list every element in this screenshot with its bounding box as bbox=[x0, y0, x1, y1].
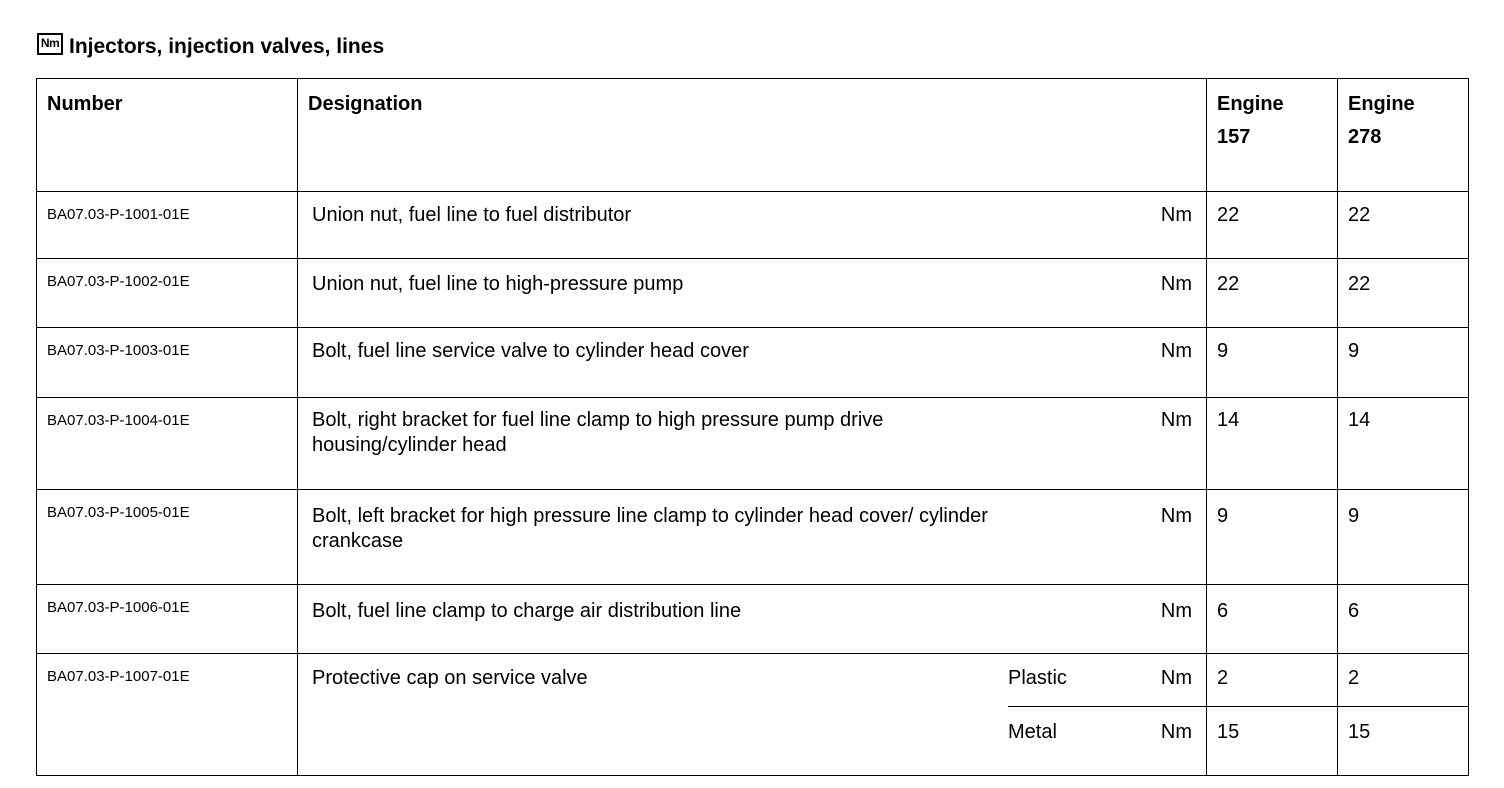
row-number: BA07.03-P-1001-01E bbox=[37, 192, 298, 259]
variant-value-278-plastic: 2 bbox=[1348, 667, 1360, 689]
row-designation-cell bbox=[298, 398, 1207, 490]
header-engine-157-number: 157 bbox=[1217, 126, 1251, 148]
row-value-278: 9 bbox=[1338, 328, 1469, 398]
row-designation: Bolt, fuel line service valve to cylinder head cover bbox=[312, 340, 749, 362]
row-unit: Nm bbox=[1160, 409, 1192, 431]
row-value-278: 22 bbox=[1338, 192, 1469, 259]
header-engine-157-label: Engine bbox=[1217, 93, 1284, 115]
row-designation-cell bbox=[298, 328, 1207, 398]
row-designation: Union nut, fuel line to fuel distributor bbox=[312, 204, 632, 226]
variant-value-157-plastic: 2 bbox=[1217, 667, 1229, 689]
header-engine-278 bbox=[1338, 79, 1469, 192]
row-designation-cell bbox=[298, 654, 1207, 776]
torque-nm-icon: Nm bbox=[37, 33, 63, 55]
table-row bbox=[37, 490, 1469, 585]
table-row bbox=[37, 398, 1469, 490]
row-value-157: 6 bbox=[1207, 585, 1338, 654]
table-row bbox=[37, 654, 1469, 776]
row-designation-cell bbox=[298, 585, 1207, 654]
row-number: BA07.03-P-1003-01E bbox=[37, 328, 298, 398]
table-row bbox=[37, 192, 1469, 259]
header-designation: Designation bbox=[298, 79, 1207, 192]
variant-divider bbox=[1008, 706, 1206, 707]
row-unit: Nm bbox=[1160, 505, 1192, 527]
row-number: BA07.03-P-1002-01E bbox=[37, 259, 298, 328]
row-designation-cell bbox=[298, 259, 1207, 328]
section-title-text: Injectors, injection valves, lines bbox=[69, 35, 385, 58]
variant-unit: Nm bbox=[1160, 667, 1192, 689]
row-designation: Bolt, right bracket for fuel line clamp to high pressure pump drive housing/cylinder head bbox=[312, 409, 884, 456]
variant-material: Metal bbox=[1008, 721, 1057, 743]
header-number: Number bbox=[37, 79, 298, 192]
row-value-157-cell bbox=[1207, 654, 1338, 776]
header-engine-278-number: 278 bbox=[1348, 126, 1382, 148]
row-number: BA07.03-P-1005-01E bbox=[37, 490, 298, 585]
row-designation: Bolt, left bracket for high pressure line clamp to cylinder head cover/ cylinder crankcase bbox=[312, 505, 988, 552]
row-unit: Nm bbox=[1160, 204, 1192, 226]
row-value-278: 9 bbox=[1338, 490, 1469, 585]
row-number: BA07.03-P-1006-01E bbox=[37, 585, 298, 654]
row-designation: Bolt, fuel line clamp to charge air distribution line bbox=[312, 600, 742, 622]
row-designation-cell bbox=[298, 490, 1207, 585]
row-value-278: 22 bbox=[1338, 259, 1469, 328]
row-value-157: 14 bbox=[1207, 398, 1338, 490]
variant-divider bbox=[1338, 706, 1468, 707]
row-value-278: 14 bbox=[1338, 398, 1469, 490]
table-row bbox=[37, 585, 1469, 654]
row-number: BA07.03-P-1004-01E bbox=[37, 398, 298, 490]
variant-material: Plastic bbox=[1008, 667, 1067, 689]
table-row bbox=[37, 259, 1469, 328]
row-designation: Union nut, fuel line to high-pressure pump bbox=[312, 273, 684, 295]
row-designation-cell bbox=[298, 192, 1207, 259]
table-row bbox=[37, 328, 1469, 398]
variant-divider bbox=[1207, 706, 1337, 707]
row-unit: Nm bbox=[1160, 273, 1192, 295]
variant-unit: Nm bbox=[1160, 721, 1192, 743]
torque-spec-table bbox=[36, 78, 1469, 776]
row-unit: Nm bbox=[1160, 340, 1192, 362]
row-value-157: 9 bbox=[1207, 490, 1338, 585]
row-value-157: 22 bbox=[1207, 259, 1338, 328]
row-value-157: 9 bbox=[1207, 328, 1338, 398]
variant-plastic bbox=[1008, 666, 1192, 691]
row-value-157: 22 bbox=[1207, 192, 1338, 259]
row-value-278-cell bbox=[1338, 654, 1469, 776]
variant-value-278-metal: 15 bbox=[1348, 721, 1371, 743]
section-title bbox=[37, 32, 384, 62]
variant-value-157-metal: 15 bbox=[1217, 721, 1240, 743]
row-number: BA07.03-P-1007-01E bbox=[37, 654, 298, 776]
row-designation: Protective cap on service valve bbox=[312, 667, 588, 689]
header-engine-278-label: Engine bbox=[1348, 93, 1415, 115]
row-value-278: 6 bbox=[1338, 585, 1469, 654]
header-engine-157 bbox=[1207, 79, 1338, 192]
row-unit: Nm bbox=[1160, 600, 1192, 622]
variant-metal bbox=[1008, 720, 1192, 745]
table-header-row bbox=[37, 79, 1469, 192]
